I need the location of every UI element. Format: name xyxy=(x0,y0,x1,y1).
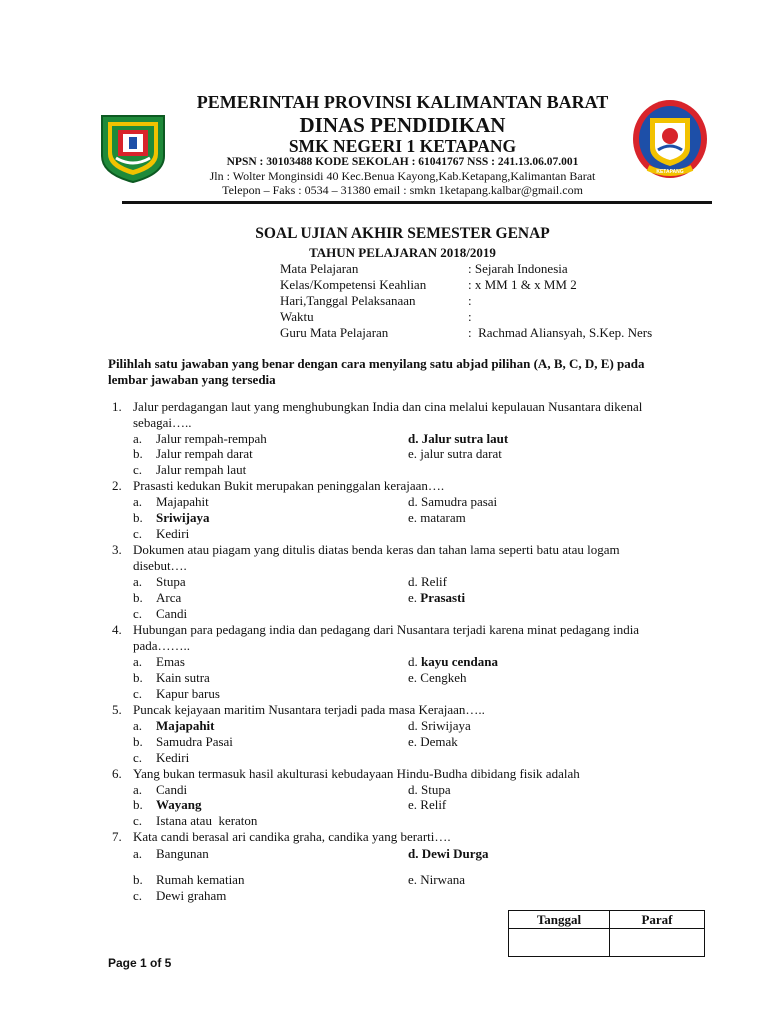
option-b-answer: Wayang xyxy=(156,797,202,812)
option-e-prefix: e. xyxy=(408,590,421,605)
option-e: e. Cengkeh xyxy=(408,670,467,685)
option-letter-c: c. xyxy=(133,888,143,903)
header-government: PEMERINTAH PROVINSI KALIMANTAN BARAT xyxy=(196,92,609,112)
question-number: 5. xyxy=(112,702,122,717)
option-b: Rumah kematian xyxy=(156,872,245,887)
option-c: Kapur barus xyxy=(156,686,220,701)
option-c: Candi xyxy=(156,606,188,621)
option-d-answer xyxy=(408,654,498,670)
header-department: DINAS PENDIDIKAN xyxy=(299,113,506,137)
option-d-bold: kayu cendana xyxy=(421,654,498,669)
question-text-cont: pada…….. xyxy=(133,638,191,653)
option-d-prefix: d. xyxy=(408,654,421,669)
option-a: Emas xyxy=(156,654,185,669)
option-e: e. Nirwana xyxy=(408,872,466,887)
option-e: e. Relif xyxy=(408,797,447,812)
question-text: Hubungan para pedagang india dan pedagang dari Nusantara terjadi karena minat pedagang india xyxy=(133,622,640,637)
signature-header-initials: Paraf xyxy=(610,911,705,929)
option-e-answer xyxy=(408,590,465,606)
option-letter-a: a. xyxy=(133,718,143,733)
question-number: 7. xyxy=(112,829,122,844)
meta-value-class: : x MM 1 & x MM 2 xyxy=(468,277,577,292)
question-number: 4. xyxy=(112,622,122,637)
meta-value-time: : xyxy=(468,309,472,324)
option-c: Kediri xyxy=(156,750,190,765)
option-letter-b: b. xyxy=(133,797,143,812)
option-letter-b: b. xyxy=(133,446,143,461)
page-number: Page 1 of 5 xyxy=(108,956,172,970)
option-letter-c: c. xyxy=(133,750,143,765)
question-number: 6. xyxy=(112,766,122,781)
header-contact: Telepon – Faks : 0534 – 31380 email : smkn 1ketapang.kalbar@gmail.com xyxy=(222,183,583,197)
signature-header-date: Tanggal xyxy=(509,911,610,929)
option-a: Bangunan xyxy=(156,846,209,861)
question-text: Dokumen atau piagam yang ditulis diatas benda keras dan tahan lama seperti batu atau logam xyxy=(133,542,620,557)
option-b: Jalur rempah darat xyxy=(156,446,253,461)
option-b: Samudra Pasai xyxy=(156,734,233,749)
option-d: d. Samudra pasai xyxy=(408,494,498,509)
option-letter-b: b. xyxy=(133,510,143,525)
option-d-answer: d. Jalur sutra laut xyxy=(408,431,509,446)
option-c: Dewi graham xyxy=(156,888,227,903)
option-letter-c: c. xyxy=(133,526,143,541)
question-text: Puncak kejayaan maritim Nusantara terjadi pada masa Kerajaan….. xyxy=(133,702,485,717)
option-letter-c: c. xyxy=(133,686,143,701)
question-text-cont: sebagai….. xyxy=(133,415,192,430)
meta-label-teacher: Guru Mata Pelajaran xyxy=(280,325,389,340)
meta-label-date: Hari,Tanggal Pelaksanaan xyxy=(280,293,416,308)
option-d-answer: d. Dewi Durga xyxy=(408,846,489,861)
option-letter-a: a. xyxy=(133,654,143,669)
option-letter-a: a. xyxy=(133,846,143,861)
option-a: Stupa xyxy=(156,574,186,589)
question-text: Prasasti kedukan Bukit merupakan peninggalan kerajaan…. xyxy=(133,478,445,493)
option-letter-a: a. xyxy=(133,574,143,589)
header-divider xyxy=(122,201,712,204)
header-npsn: NPSN : 30103488 KODE SEKOLAH : 61041767 NSS : 241.13.06.07.001 xyxy=(226,156,579,168)
option-letter-b: b. xyxy=(133,734,143,749)
instruction-line-2: lembar jawaban yang tersedia xyxy=(108,372,276,387)
option-d: d. Sriwijaya xyxy=(408,718,471,733)
question-number: 3. xyxy=(112,542,122,557)
option-letter-b: b. xyxy=(133,872,143,887)
exam-year: TAHUN PELAJARAN 2018/2019 xyxy=(309,245,496,260)
option-b-answer: Sriwijaya xyxy=(156,510,210,525)
option-e: e. Demak xyxy=(408,734,458,749)
signature-table xyxy=(508,910,705,957)
option-a: Candi xyxy=(156,782,188,797)
option-a-answer: Majapahit xyxy=(156,718,215,733)
option-e: e. jalur sutra darat xyxy=(408,446,502,461)
question-text: Jalur perdagangan laut yang menghubungkan India dan cina melalui kepulauan Nusantara dikenal xyxy=(133,399,643,414)
option-a: Majapahit xyxy=(156,494,209,509)
right-logo-caption: KETAPANG xyxy=(656,169,684,175)
option-b: Kain sutra xyxy=(156,670,210,685)
signature-date-cell xyxy=(509,929,610,957)
option-b: Arca xyxy=(156,590,182,605)
option-letter-a: a. xyxy=(133,782,143,797)
option-a: Jalur rempah-rempah xyxy=(156,431,267,446)
exam-title: SOAL UJIAN AKHIR SEMESTER GENAP xyxy=(255,225,550,242)
option-letter-b: b. xyxy=(133,670,143,685)
option-e: e. mataram xyxy=(408,510,466,525)
option-c: Kediri xyxy=(156,526,190,541)
meta-label-time: Waktu xyxy=(280,309,314,324)
question-number: 2. xyxy=(112,478,122,493)
question-number: 1. xyxy=(112,399,122,414)
option-e-bold: Prasasti xyxy=(420,590,466,605)
option-c: Istana atau keraton xyxy=(156,813,258,828)
option-letter-b: b. xyxy=(133,590,143,605)
option-d: d. Relif xyxy=(408,574,447,589)
option-d: d. Stupa xyxy=(408,782,451,797)
signature-initials-cell xyxy=(610,929,705,957)
option-c: Jalur rempah laut xyxy=(156,462,247,477)
option-letter-c: c. xyxy=(133,813,143,828)
option-letter-a: a. xyxy=(133,494,143,509)
header-address: Jln : Wolter Monginsidi 40 Kec.Benua Kayong,Kab.Ketapang,Kalimantan Barat xyxy=(209,169,596,183)
header-school: SMK NEGERI 1 KETAPANG xyxy=(288,136,517,156)
question-text-cont: disebut…. xyxy=(133,558,187,573)
instruction-line-1: Pilihlah satu jawaban yang benar dengan cara menyilang satu abjad pilihan (A, B, C, D, E) pada xyxy=(108,356,645,371)
question-text: Kata candi berasal ari candika graha, candika yang berarti…. xyxy=(133,829,451,844)
question-text: Yang bukan termasuk hasil akulturasi kebudayaan Hindu-Budha dibidang fisik adalah xyxy=(133,766,580,781)
meta-value-date: : xyxy=(468,293,472,308)
option-letter-c: c. xyxy=(133,606,143,621)
meta-value-subject: : Sejarah Indonesia xyxy=(468,261,568,276)
meta-label-class: Kelas/Kompetensi Keahlian xyxy=(280,277,427,292)
option-letter-a: a. xyxy=(133,431,143,446)
option-letter-c: c. xyxy=(133,462,143,477)
meta-value-teacher: : Rachmad Aliansyah, S.Kep. Ners xyxy=(468,325,653,340)
meta-label-subject: Mata Pelajaran xyxy=(280,261,359,276)
